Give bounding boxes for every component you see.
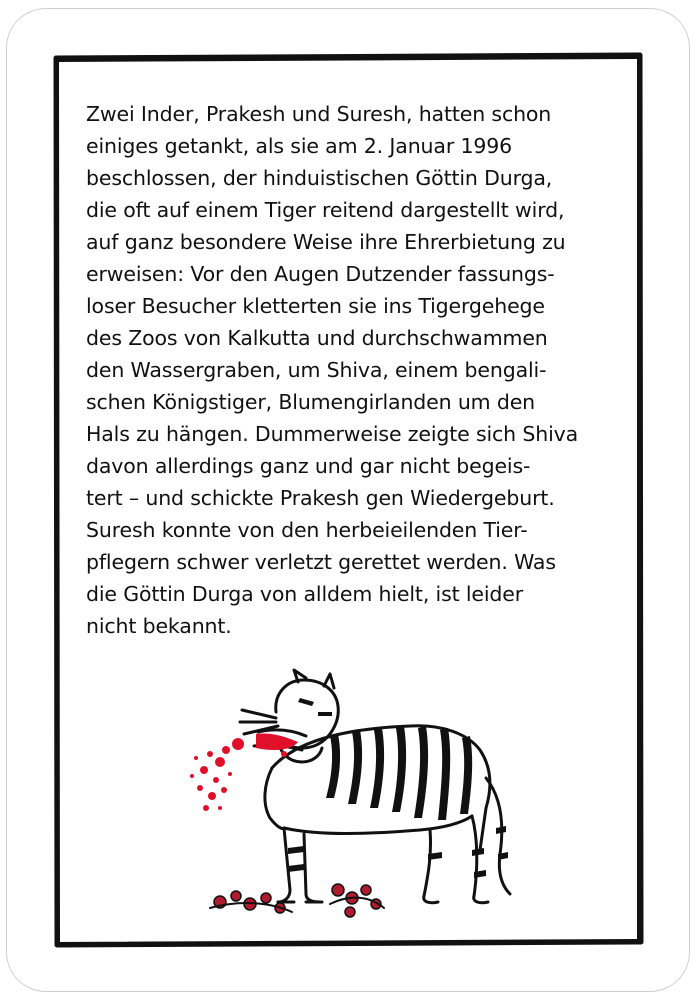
story-line: loser Besucher kletterten sie ins Tigergehege [86, 294, 545, 318]
story-line: einiges getankt, als sie am 2. Januar 1996 [86, 134, 513, 158]
story-line: auf ganz besondere Weise ihre Ehrerbietung zu [86, 230, 566, 254]
story-line: beschlossen, der hinduistischen Göttin Durga, [86, 166, 553, 190]
tiger-drawing-icon [180, 658, 520, 930]
story-text [86, 98, 606, 642]
story-line: erweisen: Vor den Augen Dutzender fassungs- [86, 262, 555, 286]
story-line: des Zoos von Kalkutta und durchschwammen [86, 326, 548, 350]
story-line: schen Königstiger, Blumengirlanden um den [86, 390, 536, 414]
blood-splatter [190, 733, 298, 811]
story-line: Zwei Inder, Prakesh und Suresh, hatten schon [86, 102, 552, 126]
story-line: den Wassergraben, um Shiva, einem bengali- [86, 358, 547, 382]
story-line: Suresh konnte von den herbeieilenden Tier- [86, 518, 528, 542]
story-line: Hals zu hängen. Dummerweise zeigte sich Shiva [86, 422, 579, 446]
flower-garland [214, 884, 381, 917]
story-line: pflegern schwer verletzt gerettet werden. Was [86, 550, 556, 574]
story-line: davon allerdings ganz und gar nicht begeis- [86, 454, 531, 478]
story-line: die Göttin Durga von alldem hielt, ist leider [86, 582, 524, 606]
tiger-stripes [288, 698, 508, 878]
story-line: tert – und schickte Prakesh gen Wiedergeburt. [86, 486, 555, 510]
story-line: die oft auf einem Tiger reitend dargestellt wird, [86, 198, 565, 222]
story-line: nicht bekannt. [86, 614, 232, 638]
